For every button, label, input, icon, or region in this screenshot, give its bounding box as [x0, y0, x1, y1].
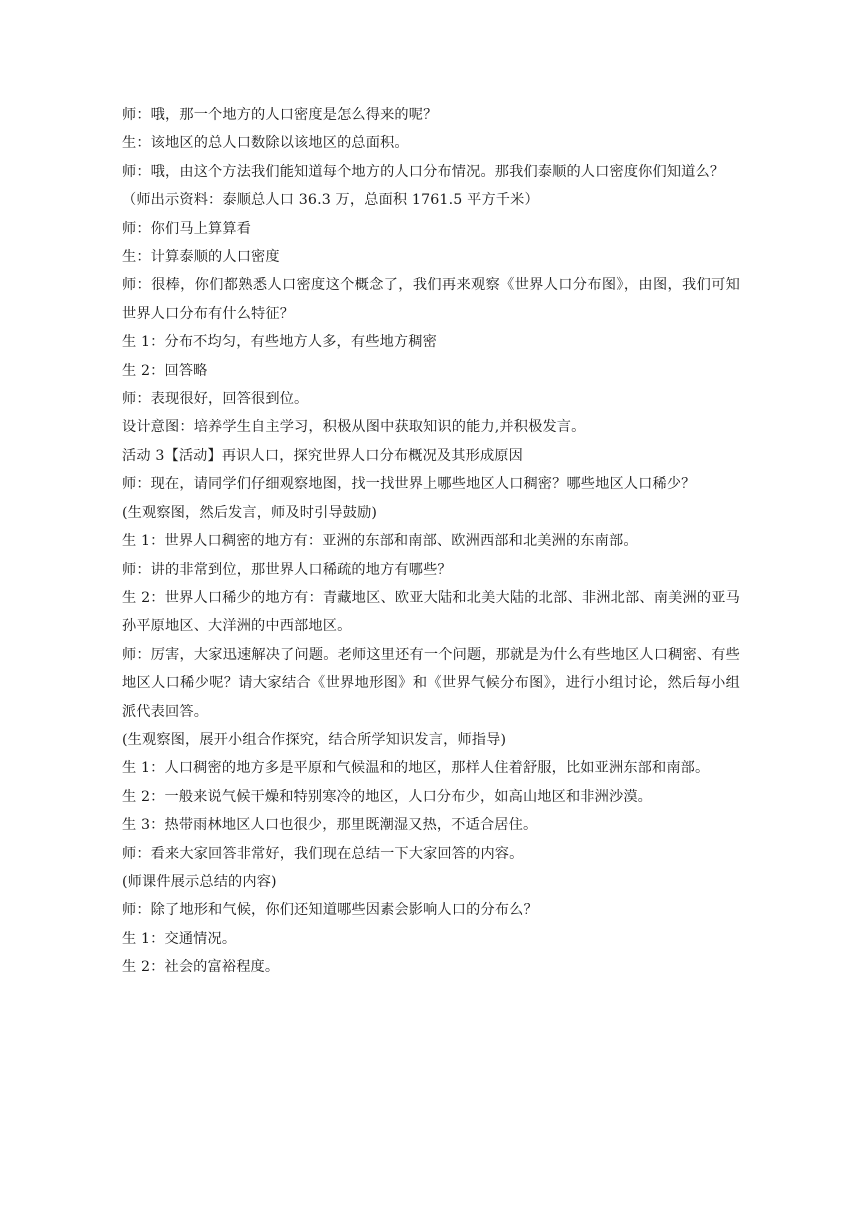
paragraph: 生 1：人口稠密的地方多是平原和气候温和的地区，那样人住着舒服，比如亚洲东部和南部。 [122, 760, 710, 777]
paragraph: 生 1：世界人口稠密的地方有：亚洲的东部和南部、欧洲西部和北美洲的东南部。 [122, 533, 638, 550]
paragraph: 师：现在，请同学们仔细观察地图，找一找世界上哪些地区人口稠密？哪些地区人口稀少？ [122, 476, 696, 493]
paragraph: 师：看来大家回答非常好，我们现在总结一下大家回答的内容。 [122, 845, 524, 862]
paragraph: 师：讲的非常到位，那世界人口稀疏的地方有哪些？ [122, 561, 452, 578]
paragraph: (生观察图，展开小组合作探究，结合所学知识发言，师指导) [122, 731, 507, 748]
paragraph: 师：厉害，大家迅速解决了问题。老师这里还有一个问题，那就是为什么有些地区人口稠密、有些地区人口稀少呢？请大家结合《世界地形图》和《世界气候分布图》，进行小组讨论，然后每小组派代表回答。 [122, 646, 740, 720]
paragraph: 师：表现很好，回答很到位。 [122, 391, 309, 408]
paragraph: 生：该地区的总人口数除以该地区的总面积。 [122, 135, 409, 152]
paragraph: 生：计算泰顺的人口密度 [122, 249, 280, 266]
paragraph: (生观察图，然后发言，师及时引导鼓励) [122, 504, 378, 521]
paragraph: 活动 3【活动】再识人口，探究世界人口分布概况及其形成原因 [122, 447, 523, 464]
paragraph: 师：哦，那一个地方的人口密度是怎么得来的呢？ [122, 107, 438, 123]
paragraph: 设计意图：培养学生自主学习，积极从图中获取知识的能力,并积极发言。 [122, 419, 586, 436]
paragraph: 生 2：一般来说气候干燥和特别寒冷的地区，人口分布少，如高山地区和非洲沙漠。 [122, 788, 652, 805]
paragraph: 生 1：交通情况。 [122, 930, 237, 947]
paragraph: （师出示资料：泰顺总人口 36.3 万，总面积 1761.5 平方千米） [122, 192, 539, 209]
paragraph: 师：你们马上算算看 [122, 220, 252, 237]
paragraph: 师：除了地形和气候，你们还知道哪些因素会影响人口的分布么？ [122, 902, 538, 919]
paragraph: 师：哦，由这个方法我们能知道每个地方的人口分布情况。那我们泰顺的人口密度你们知道么？ [122, 163, 725, 180]
paragraph: 生 2：回答略 [122, 362, 208, 379]
paragraph: 生 2：世界人口稀少的地方有：青藏地区、欧亚大陆和北美大陆的北部、非洲北部、南美洲的亚马孙平原地区、大洋洲的中西部地区。 [122, 589, 740, 635]
paragraph: 生 2：社会的富裕程度。 [122, 959, 280, 976]
paragraph: 师：很棒，你们都熟悉人口密度这个概念了，我们再来观察《世界人口分布图》，由图，我们可知世界人口分布有什么特征？ [122, 277, 740, 322]
paragraph: 生 1：分布不均匀，有些地方人多，有些地方稠密 [122, 334, 437, 351]
paragraph: 生 3：热带雨林地区人口也很少，那里既潮湿又热，不适合居住。 [122, 817, 538, 834]
paragraph: (师课件展示总结的内容) [122, 873, 277, 890]
